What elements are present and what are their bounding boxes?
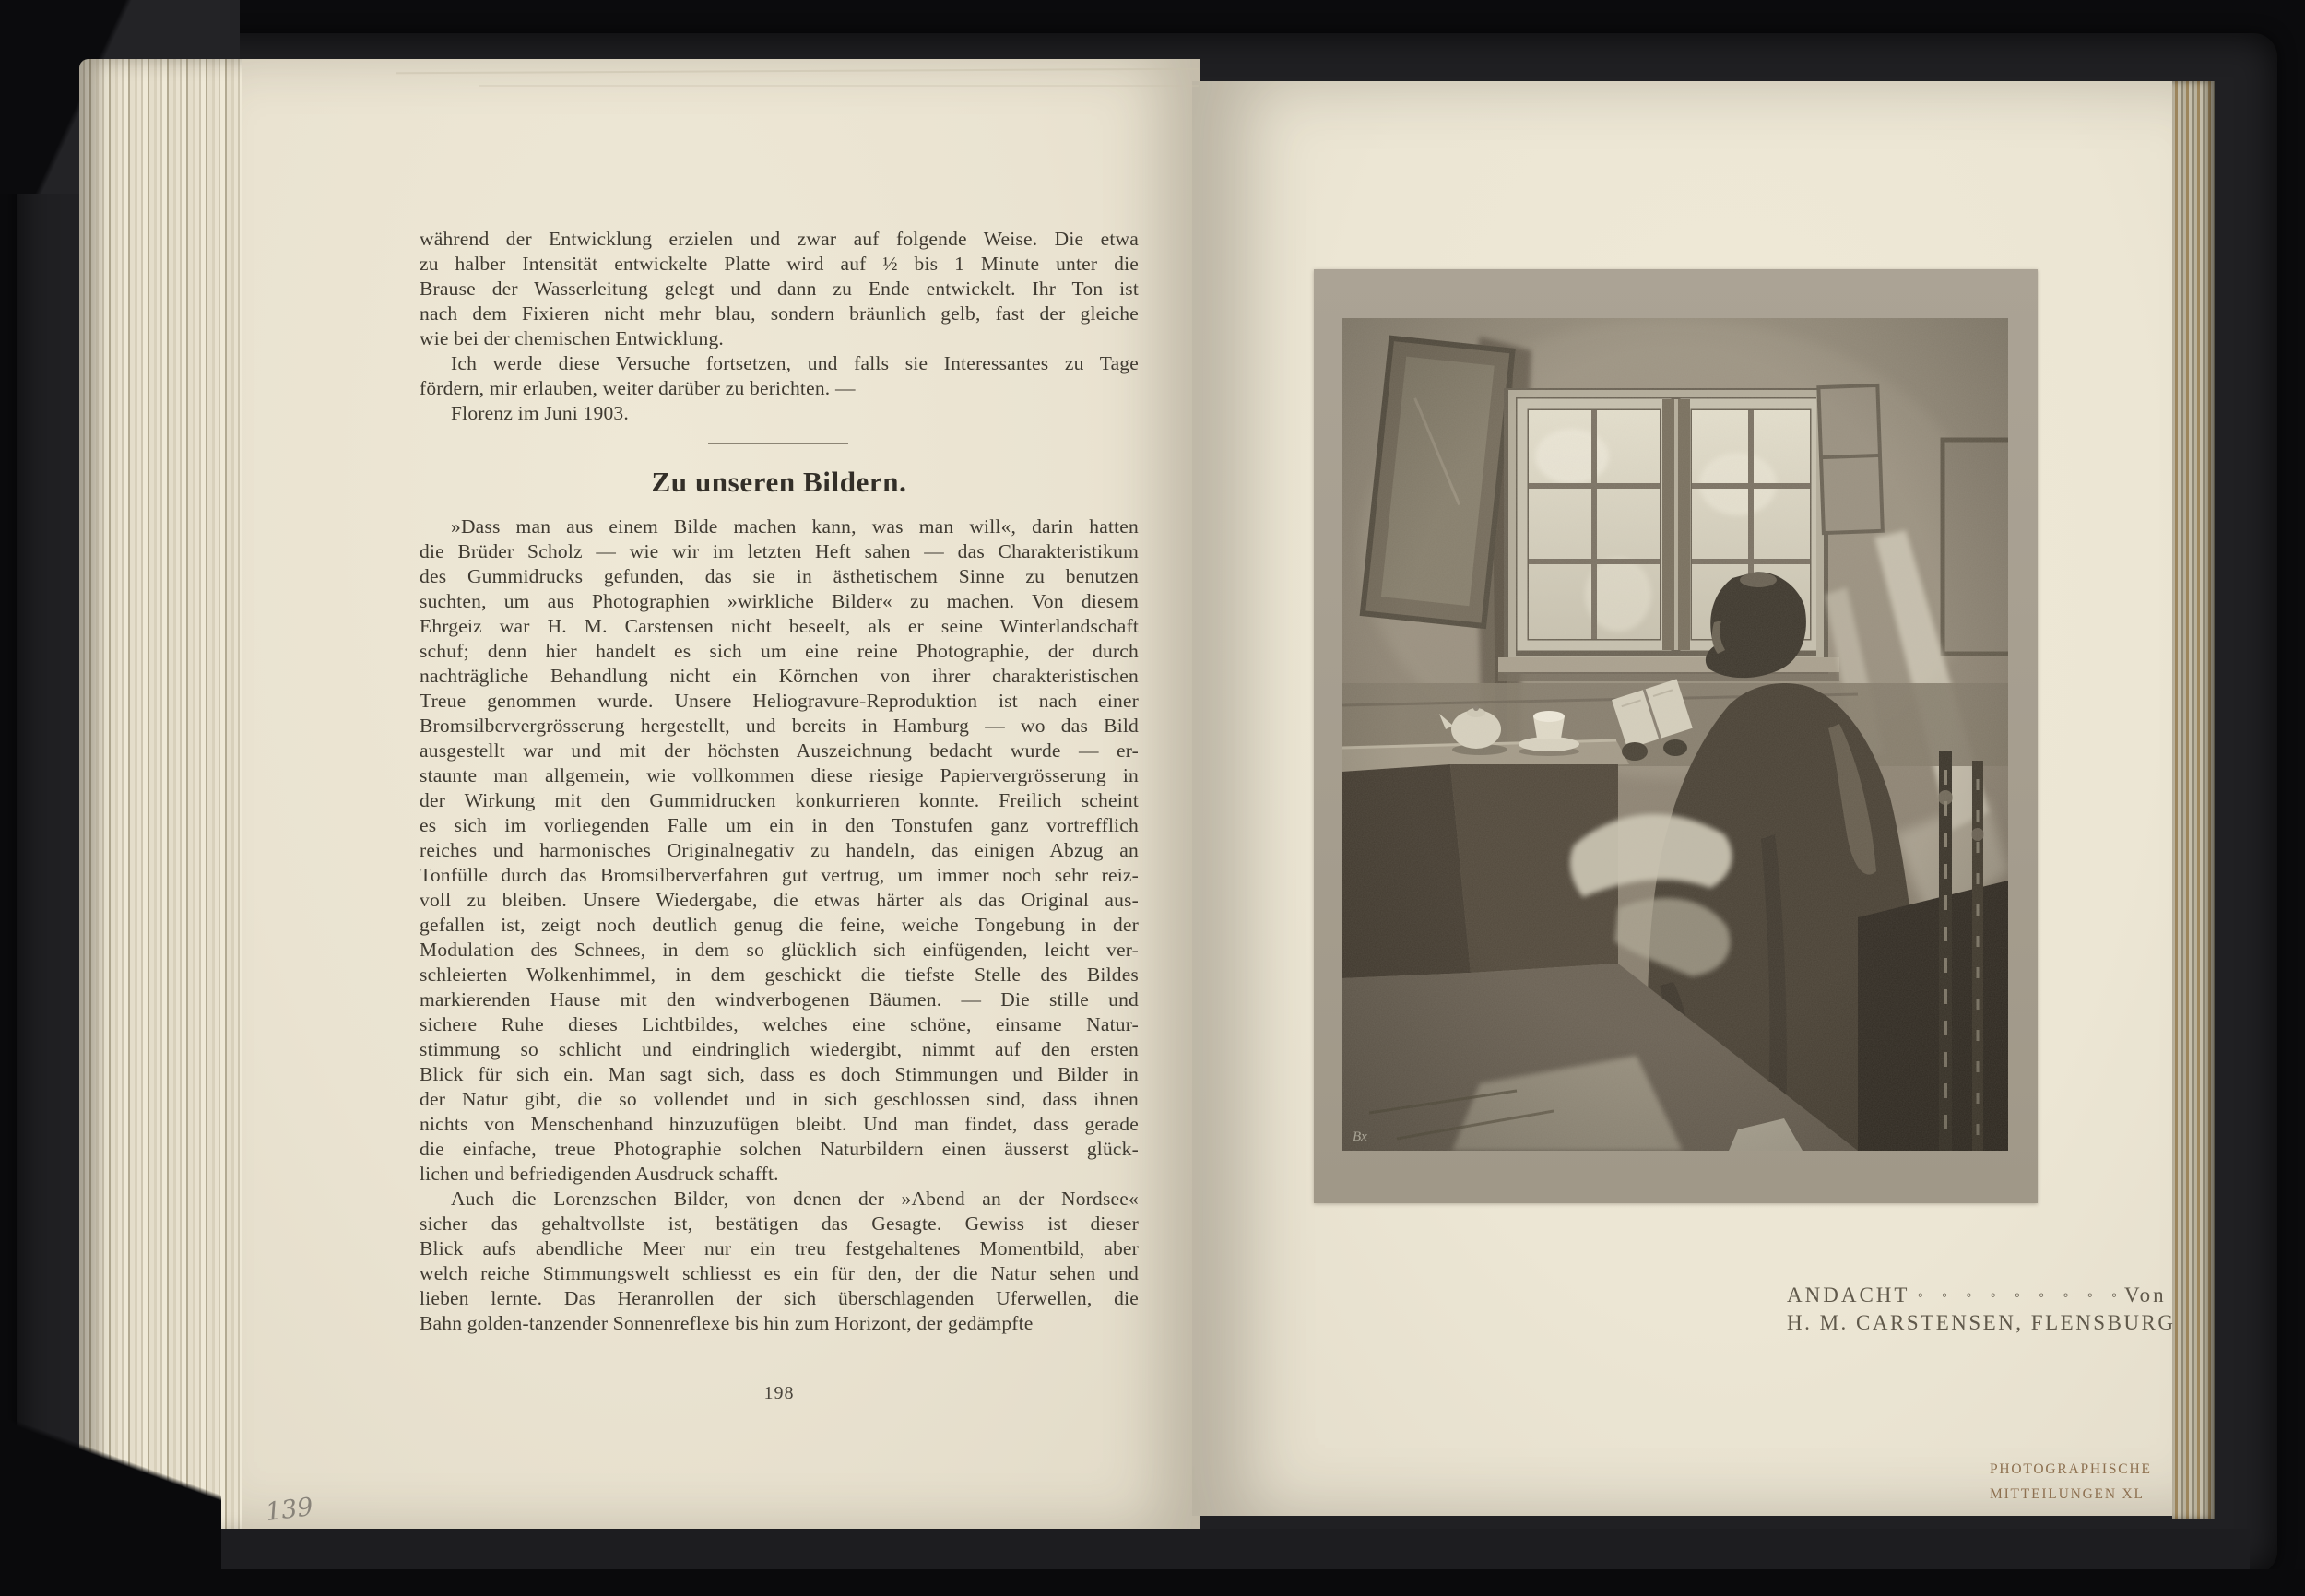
plate-photo-andacht [1342, 318, 2008, 1151]
body-text-after-heading [420, 514, 1139, 1336]
body-text-before-heading [420, 227, 1139, 426]
text-line: »Dass man aus einem Bilde machen kann, was man will«, darin hatten [451, 515, 1139, 538]
paragraph [420, 514, 1139, 1187]
text-line: schuf; denn hier handelt es sich um eine reine Photographie, der durch [420, 640, 1139, 662]
plate-author: H. M. CARSTENSEN, FLENSBURG [1787, 1311, 2176, 1334]
background-bottom [0, 1569, 2305, 1596]
page-number: 198 [763, 1383, 795, 1403]
text-line: die Brüder Scholz — wie wir im letzten Heft sahen — das Charakteristikum [420, 540, 1139, 562]
text-line: suchten, um aus Photographien »wirkliche Bilder« zu machen. Von diesem [420, 590, 1139, 612]
plate-title: ANDACHT [1787, 1283, 1910, 1306]
text-line: reiches und harmonisches Originalnegativ zu handeln, das einigen Abzug an [420, 839, 1139, 861]
text-line: staunte man allgemein, wie vollkommen diese riesige Papiervergrösserung in [420, 764, 1139, 786]
text-line: Bromsilbervergrösserung hergestellt, und bereits in Hamburg — wo das Bild [420, 715, 1139, 737]
section-divider-rule [708, 443, 848, 444]
right-page-edges [2172, 81, 2215, 1519]
journal-footer [1990, 1457, 2152, 1507]
text-line: des Gummidrucks gefunden, das sie in ästhetischem Sinne zu benutzen [420, 565, 1139, 587]
text-line: lieben lernte. Das Heranrollen der sich überschlagenden Uferwellen, die [420, 1287, 1139, 1309]
journal-footer-line2: MITTEILUNGEN XL [1990, 1486, 2145, 1502]
text-line: nach dem Fixieren nicht mehr blau, sondern bräunlich gelb, fast der gleiche [420, 302, 1139, 325]
text-line: fördern, mir erlauben, weiter darüber zu berichten. — [420, 377, 856, 399]
text-line: ausgestellt war und mit der höchsten Auszeichnung bedacht wurde — er- [420, 739, 1139, 762]
text-line: lichen und befriedigenden Ausdruck schafft. [420, 1163, 779, 1185]
text-line: Ehrgeiz war H. M. Carstensen nicht beseelt, als er seine Winterlandschaft [420, 615, 1139, 637]
text-line: Treue genommen wurde. Unsere Heliogravure-Reproduktion ist nach einer [420, 690, 1139, 712]
handwritten-folio-number: 139 [264, 1492, 315, 1528]
text-line: nichts von Menschenhand hinzuzufügen bleibt. Und man findet, dass gerade [420, 1113, 1139, 1135]
background-bottom-left [0, 1374, 221, 1596]
caption-dot-ornaments: ◦ ◦ ◦ ◦ ◦ ◦ ◦ ◦ ◦ [1917, 1286, 2125, 1304]
interior-scene-illustration [1342, 318, 2008, 1151]
text-line: Ich werde diese Versuche fortsetzen, und falls sie Interessantes zu Tage [451, 352, 1139, 374]
text-line: stimmung so schlicht und eindringlich wiedergibt, nimmt auf den ersten [420, 1038, 1139, 1060]
text-line: sichere Ruhe dieses Lichtbildes, welches eine schöne, einsame Natur- [420, 1013, 1139, 1035]
text-line: Tonfülle durch das Bromsilberverfahren gut vertrug, um immer noch sehr reiz- [420, 864, 1139, 886]
text-line: markierenden Hause mit den windverbogenen Bäumen. — Die stille und [420, 988, 1139, 1011]
text-line: während der Entwicklung erzielen und zwar auf folgende Weise. Die etwa [420, 228, 1139, 250]
section-heading: Zu unseren Bildern. [651, 466, 907, 498]
text-line: zu halber Intensität entwickelte Platte wird auf ½ bis 1 Minute unter die [420, 253, 1139, 275]
text-line: der Wirkung mit den Gummidrucken konkurrieren konnte. Freilich scheint [420, 789, 1139, 811]
text-line: schleierten Wolkenhimmel, in dem geschickt die tiefste Stelle des Bildes [420, 964, 1139, 986]
text-line: Brause der Wasserleitung gelegt und dann zu Ende entwickelt. Ihr Ton ist [420, 278, 1139, 300]
caption-byline: Von [2124, 1283, 2167, 1306]
underlying-page-edge [479, 85, 1199, 87]
text-line: es sich im vorliegenden Falle um ein in den Tonstufen ganz vortrefflich [420, 814, 1139, 836]
text-line: Blick für sich ein. Man sagt sich, dass es doch Stimmungen und Bilder in [420, 1063, 1139, 1085]
paragraph [420, 227, 1139, 351]
text-line: Modulation des Schnees, in dem so glücklich sich einfügenden, leicht ver- [420, 939, 1139, 961]
text-line: Blick aufs abendliche Meer nur ein treu festgehaltenes Momentbild, aber [420, 1237, 1139, 1259]
text-line: wie bei der chemischen Entwicklung. [420, 327, 724, 349]
text-line: Auch die Lorenzschen Bilder, von denen der »Abend an der Nordsee« [451, 1188, 1139, 1210]
text-line: welch reiche Stimmungswelt schliesst es ein für den, der die Natur sehen und [420, 1262, 1139, 1284]
photogravure-plate [1314, 269, 2038, 1203]
plate-caption [1787, 1283, 2176, 1335]
journal-footer-line1: PHOTOGRAPHISCHE [1990, 1461, 2152, 1477]
paragraph [420, 401, 1139, 426]
text-line: der Natur gibt, die so vollendet und in sich geschlossen sind, dass ihnen [420, 1088, 1139, 1110]
text-line: Florenz im Juni 1903. [451, 402, 629, 424]
text-line: die einfache, treue Photographie solchen Naturbildern einen äusserst glück- [420, 1138, 1139, 1160]
text-line: nachträgliche Behandlung nicht ein Körnchen von ihrer charakteristischen [420, 665, 1139, 687]
text-line: sicher das gehaltvollste ist, bestätigen das Gesagte. Gewiss ist dieser [420, 1212, 1139, 1235]
text-line: gefallen ist, zeigt noch deutlich genug die feine, weiche Tongebung in der [420, 914, 1139, 936]
paragraph [420, 1187, 1139, 1336]
paragraph [420, 351, 1139, 401]
text-line: voll zu bleiben. Unsere Wiedergabe, die etwas härter als das Original aus- [420, 889, 1139, 911]
left-page-edges [79, 59, 245, 1534]
text-line: Bahn golden-tanzender Sonnenreflexe bis hin zum Horizont, der gedämpfte [420, 1312, 1034, 1334]
